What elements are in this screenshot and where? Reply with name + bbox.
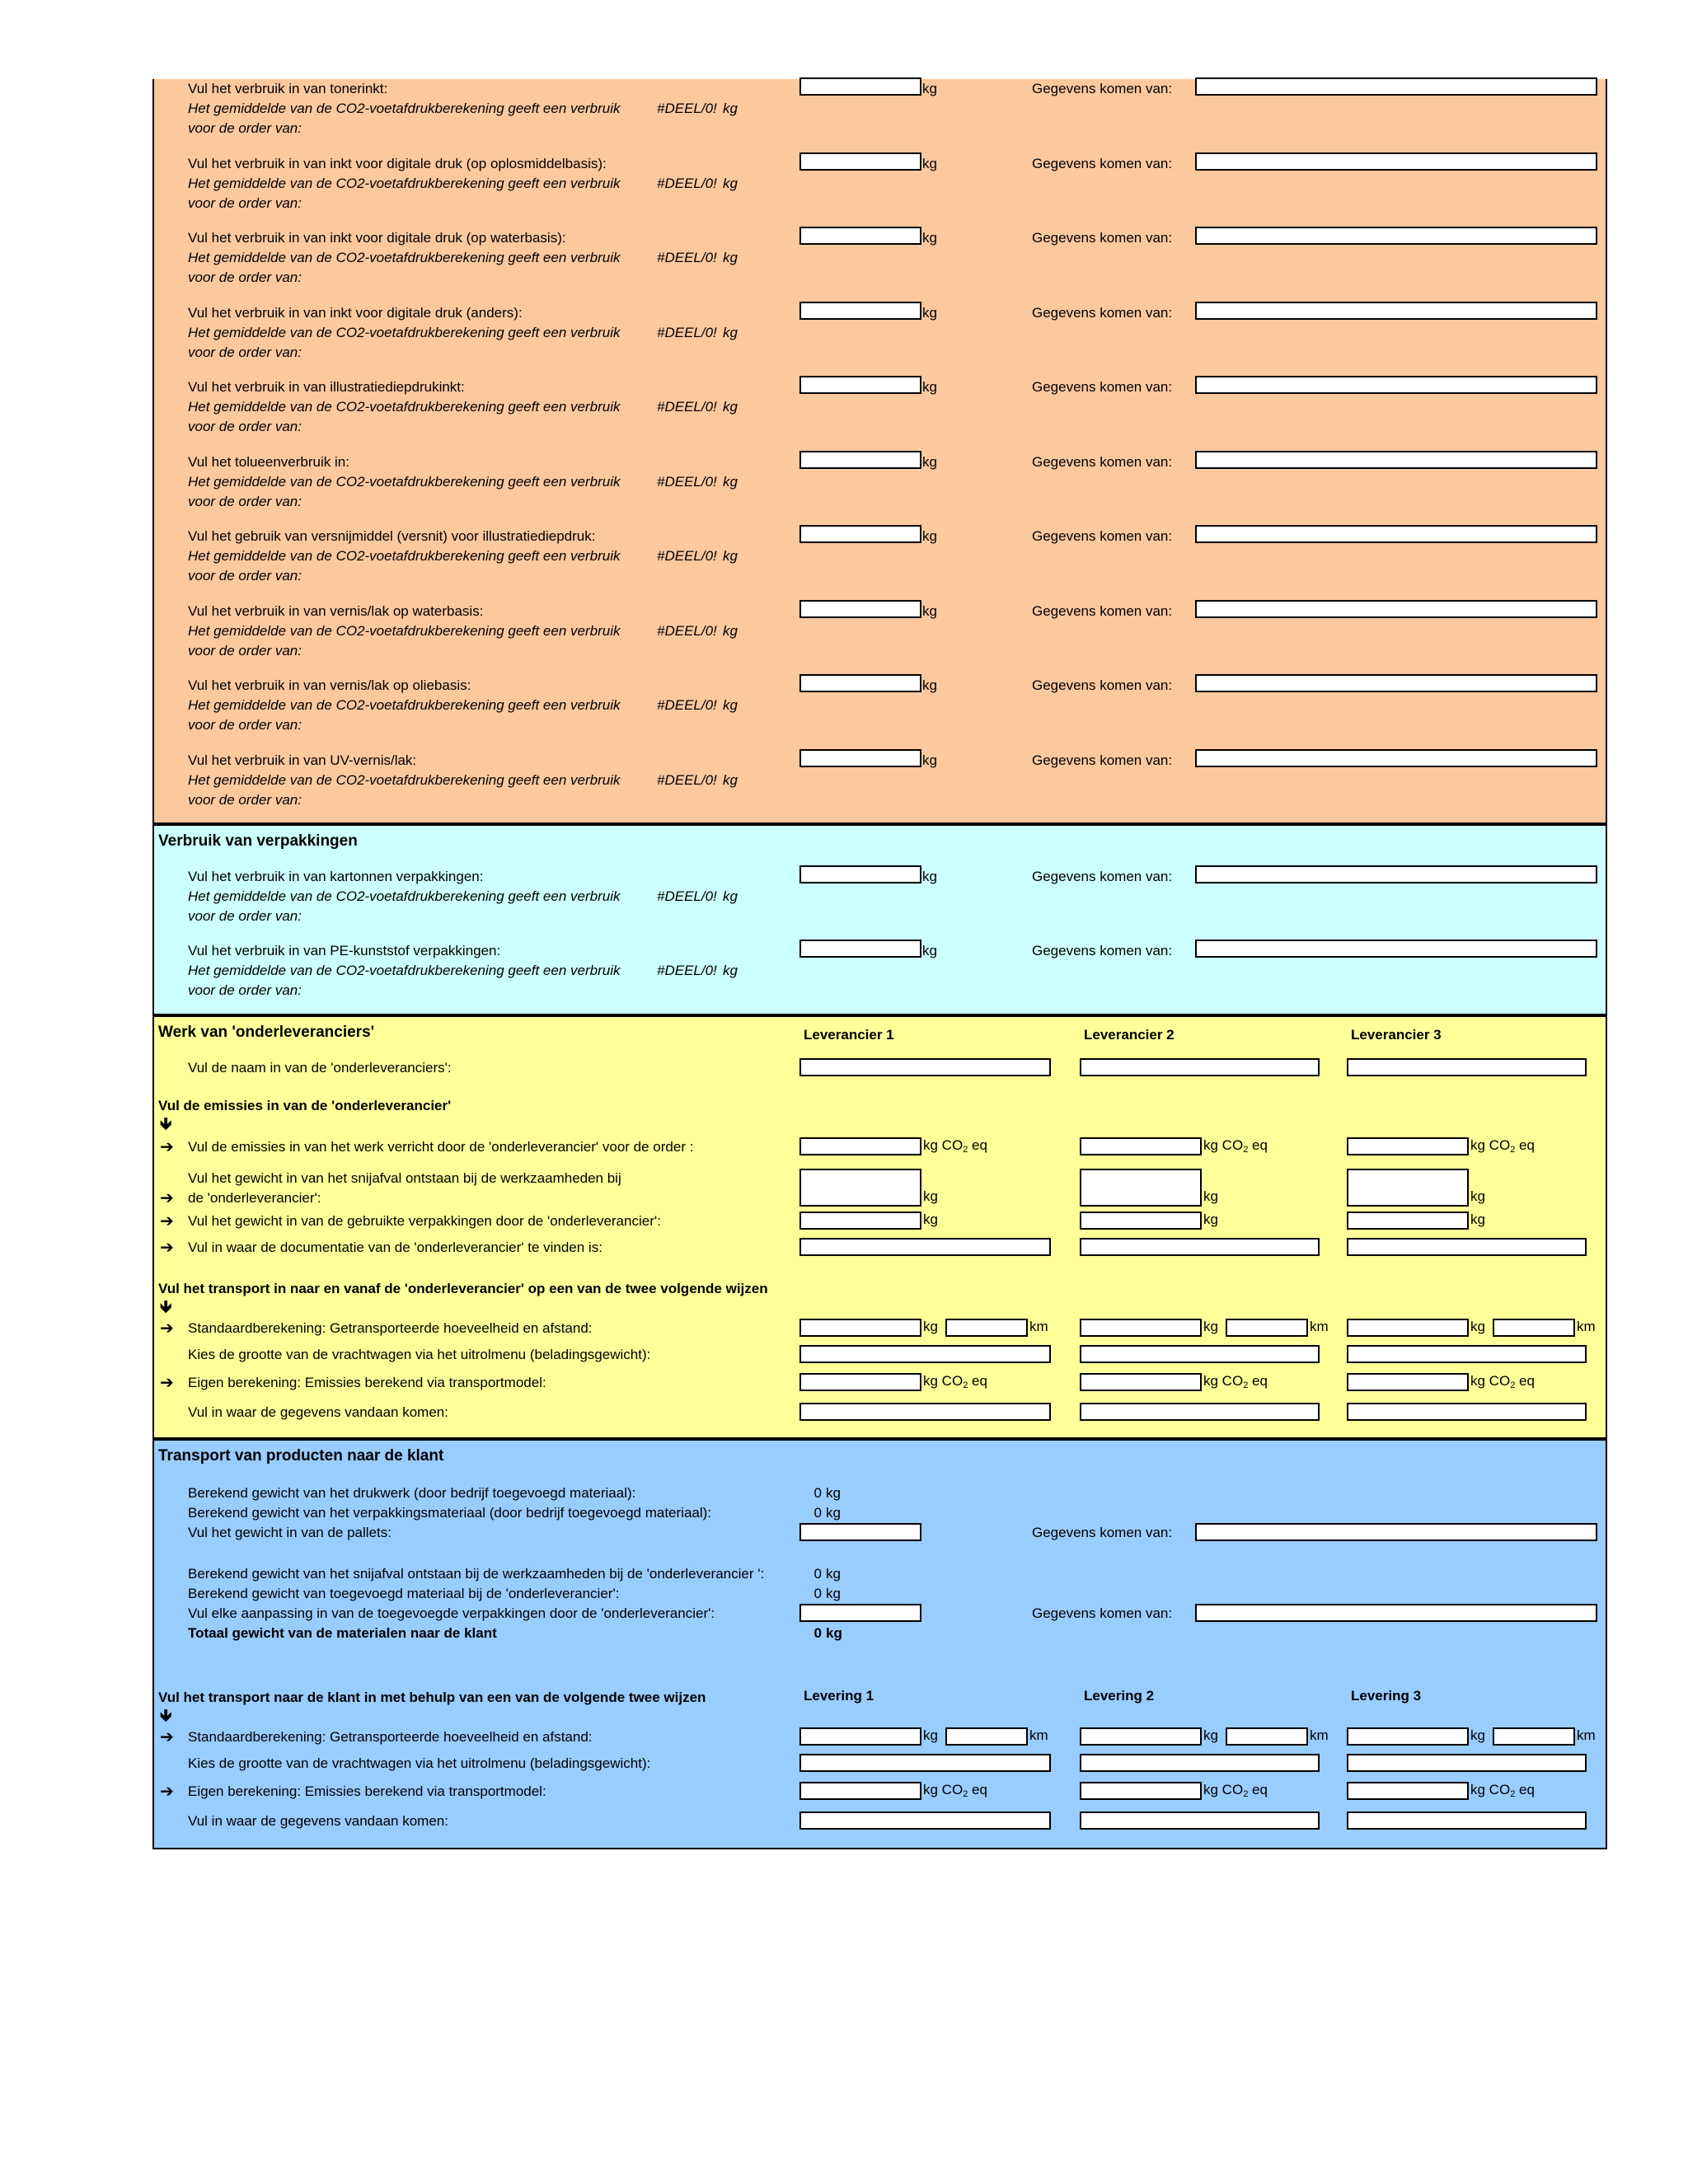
own-calc-label: Eigen berekening: Emissies berekend via transportmodel: <box>188 1375 546 1390</box>
subcontractor-own-2-co2-input[interactable] <box>1080 1373 1202 1391</box>
ink-source-input[interactable] <box>1195 302 1597 320</box>
documentation-label: Vul in waar de documentatie van de 'onderleverancier' te vinden is: <box>188 1240 603 1255</box>
unit-kg-co2-eq <box>1470 1137 1535 1155</box>
ink-item-label: Vul het verbruik in van vernis/lak op oliebasis: <box>188 677 471 693</box>
average-text: Het gemiddelde van de CO2-voetafdrukberekening geeft een verbruik <box>188 697 621 713</box>
calc-print-weight-value: 0 <box>814 1485 822 1501</box>
unit-kg: kg <box>1470 1727 1485 1743</box>
arrow-right-icon: ➔ <box>160 1189 174 1207</box>
name-label: Vul de naam in van de 'onderleveranciers': <box>188 1060 452 1076</box>
unit-km: km <box>1029 1319 1048 1334</box>
unit-co2-prefix: kg CO <box>1470 1137 1511 1153</box>
unit-co2-sub: 2 <box>963 1789 968 1799</box>
source-label: Gegevens komen van: <box>1032 677 1173 693</box>
average-text-line2: voor de order van: <box>188 642 302 658</box>
average-text: Het gemiddelde van de CO2-voetafdrukberekening geeft een verbruik <box>188 548 621 564</box>
subcontractor-transport-3-distance-input[interactable] <box>1493 1319 1575 1337</box>
delivery-1-source-input[interactable] <box>799 1811 1051 1830</box>
subcontractor-transport-2-distance-input[interactable] <box>1226 1319 1308 1337</box>
source-label: Gegevens komen van: <box>1032 528 1173 544</box>
adjust-source-input[interactable] <box>1195 1604 1597 1622</box>
emissions-title: Vul de emissies in van de 'onderleverancier' <box>158 1098 452 1113</box>
subcontractor-emissions-2-co2-input[interactable] <box>1080 1137 1202 1155</box>
calc-pack-weight-value: 0 <box>814 1505 822 1521</box>
unit-kg-co2-eq <box>1203 1373 1268 1390</box>
data-source-label: Vul in waar de gegevens vandaan komen: <box>188 1404 448 1420</box>
delivery-truck-label: Kies de grootte van de vrachtwagen via het uitrolmenu (beladingsgewicht): <box>188 1755 651 1771</box>
adjust-weight-input[interactable] <box>799 1604 921 1622</box>
subcontractor-emissions-1-co2-input[interactable] <box>799 1137 921 1155</box>
subcontractor-transport-1-amount-input[interactable] <box>799 1319 921 1337</box>
average-value: #DEEL/0! <box>657 888 717 904</box>
source-label: Gegevens komen van: <box>1032 453 1173 470</box>
subcontractor-packaging-3-kg-input[interactable] <box>1347 1212 1469 1230</box>
subcontractor-transport-2-amount-input[interactable] <box>1080 1319 1202 1337</box>
down-arrow-icon: 🡻 <box>160 1298 172 1316</box>
unit-co2-suffix: eq <box>968 1137 987 1153</box>
unit-kg: kg <box>922 304 937 321</box>
ink-source-input[interactable] <box>1195 525 1597 543</box>
ink-item-label: Vul het verbruik in van inkt voor digitale druk (op waterbasis): <box>188 230 566 246</box>
ink-source-input[interactable] <box>1195 77 1597 96</box>
subcontractor-2-doc-input[interactable] <box>1080 1238 1320 1256</box>
column-header-levering-2: Levering 2 <box>1084 1688 1155 1704</box>
average-value: #DEEL/0! <box>657 324 717 340</box>
source-label: Gegevens komen van: <box>1032 81 1173 96</box>
source-label: Gegevens komen van: <box>1032 1525 1173 1540</box>
column-header-levering-3: Levering 3 <box>1351 1688 1422 1704</box>
ink-consumption-input[interactable] <box>799 674 921 692</box>
unit-kg: kg <box>922 677 937 693</box>
subcontractor-1-name-input[interactable] <box>799 1058 1051 1076</box>
ink-item-label: Vul het verbruik in van UV-vernis/lak: <box>188 752 417 768</box>
unit-kg: kg <box>723 175 738 191</box>
down-arrow-icon: 🡻 <box>160 1707 172 1725</box>
average-text-line2: voor de order van: <box>188 419 302 434</box>
delivery-own-label: Eigen berekening: Emissies berekend via transportmodel: <box>188 1783 546 1799</box>
ink-consumption-input[interactable] <box>799 152 921 171</box>
ink-source-input[interactable] <box>1195 451 1597 469</box>
pallets-weight-input[interactable] <box>799 1523 921 1541</box>
subcontractor-own-3-co2-input[interactable] <box>1347 1373 1469 1391</box>
arrow-right-icon: ➔ <box>160 1728 174 1746</box>
average-value: #DEEL/0! <box>657 175 717 191</box>
unit-kg: kg <box>723 399 738 415</box>
unit-co2-prefix: kg CO <box>1470 1373 1511 1389</box>
unit-kg: kg <box>1203 1212 1218 1227</box>
unit-kg: kg <box>826 1505 841 1521</box>
ink-item-label: Vul het verbruik in van vernis/lak op waterbasis: <box>188 602 484 619</box>
unit-kg: kg <box>922 230 937 246</box>
ink-section <box>152 79 1607 824</box>
ink-consumption-input[interactable] <box>799 749 921 767</box>
source-label: Gegevens komen van: <box>1032 304 1173 321</box>
ink-source-input[interactable] <box>1195 227 1597 245</box>
column-header-leverancier-1: Leverancier 1 <box>804 1027 894 1043</box>
delivery-own-2-co2-input[interactable] <box>1080 1782 1202 1800</box>
average-value: #DEEL/0! <box>657 101 717 116</box>
ink-source-input[interactable] <box>1195 749 1597 767</box>
delivery-3-amount-input[interactable] <box>1347 1727 1469 1746</box>
ink-item-label: Vul het verbruik in van illustratiediepdrukinkt: <box>188 379 465 395</box>
unit-co2-sub: 2 <box>963 1145 968 1155</box>
delivery-own-3-co2-input[interactable] <box>1347 1782 1469 1800</box>
unit-kg: kg <box>826 1566 841 1582</box>
packaging-consumption-input[interactable] <box>799 940 921 958</box>
unit-kg: kg <box>923 1319 938 1334</box>
unit-kg: kg <box>1203 1188 1218 1204</box>
average-text: Het gemiddelde van de CO2-voetafdrukberekening geeft een verbruik <box>188 101 621 116</box>
ink-consumption-input[interactable] <box>799 451 921 469</box>
pallets-label: Vul het gewicht in van de pallets: <box>188 1525 392 1540</box>
source-label: Gegevens komen van: <box>1032 752 1173 768</box>
subcontractor-3-truck-select[interactable] <box>1347 1345 1587 1363</box>
unit-km: km <box>1029 1727 1048 1743</box>
source-label: Gegevens komen van: <box>1032 602 1173 619</box>
unit-kg: kg <box>922 379 937 395</box>
average-text: Het gemiddelde van de CO2-voetafdrukberekening geeft een verbruik <box>188 175 621 191</box>
unit-kg: kg <box>923 1188 938 1204</box>
column-header-leverancier-2: Leverancier 2 <box>1084 1027 1175 1043</box>
unit-co2-prefix: kg CO <box>1203 1137 1244 1153</box>
packaging-weight-label: Vul het gewicht in van de gebruikte verpakkingen door de 'onderleverancier': <box>188 1213 661 1229</box>
average-text-line2: voor de order van: <box>188 982 302 998</box>
packaging-title: Verbruik van verpakkingen <box>158 832 358 850</box>
delivery-source-label: Vul in waar de gegevens vandaan komen: <box>188 1813 448 1829</box>
unit-kg: kg <box>922 752 937 768</box>
unit-kg-co2-eq <box>923 1137 987 1155</box>
subcontractor-packaging-2-kg-input[interactable] <box>1080 1212 1202 1230</box>
average-value: #DEEL/0! <box>657 399 717 415</box>
packaging-section <box>152 824 1607 1015</box>
delivery-standard-label: Standaardberekening: Getransporteerde hoeveelheid en afstand: <box>188 1729 593 1745</box>
subcontractor-waste-3-kg-input[interactable] <box>1347 1169 1469 1207</box>
average-value: #DEEL/0! <box>657 963 717 978</box>
unit-co2-suffix: eq <box>968 1373 987 1389</box>
average-text-line2: voor de order van: <box>188 908 302 924</box>
transport-section-title: Transport van producten naar de klant <box>158 1447 444 1465</box>
packaging-source-input[interactable] <box>1195 865 1597 883</box>
unit-co2-sub: 2 <box>1510 1145 1516 1155</box>
delivery-1-amount-input[interactable] <box>799 1727 921 1746</box>
source-label: Gegevens komen van: <box>1032 1605 1173 1621</box>
unit-kg: kg <box>826 1625 842 1641</box>
unit-co2-suffix: eq <box>1515 1137 1535 1153</box>
source-label: Gegevens komen van: <box>1032 869 1173 884</box>
unit-kg: kg <box>723 697 738 713</box>
ink-consumption-input[interactable] <box>799 227 921 245</box>
average-text-line2: voor de order van: <box>188 791 302 808</box>
waste-label-line2: de 'onderleverancier': <box>188 1190 321 1206</box>
source-label: Gegevens komen van: <box>1032 379 1173 395</box>
delivery-2-amount-input[interactable] <box>1080 1727 1202 1746</box>
standard-calc-label: Standaardberekening: Getransporteerde hoeveelheid en afstand: <box>188 1320 593 1336</box>
unit-co2-sub: 2 <box>1510 1789 1516 1799</box>
unit-kg: kg <box>1203 1319 1218 1334</box>
packaging-item-label: Vul het verbruik in van kartonnen verpakkingen: <box>188 869 484 884</box>
unit-kg-co2-eq <box>923 1782 987 1799</box>
unit-kg: kg <box>923 1727 938 1743</box>
unit-co2-prefix: kg CO <box>1203 1782 1244 1797</box>
adjust-label: Vul elke aanpassing in van de toegevoegde verpakkingen door de 'onderleverancier': <box>188 1605 715 1621</box>
subcontractor-waste-1-kg-input[interactable] <box>799 1169 921 1207</box>
unit-kg-co2-eq <box>1203 1782 1268 1799</box>
unit-kg: kg <box>723 250 738 265</box>
subcontractors-section <box>152 1015 1607 1439</box>
ink-consumption-input[interactable] <box>799 600 921 618</box>
average-text-line2: voor de order van: <box>188 344 302 360</box>
packaging-consumption-input[interactable] <box>799 865 921 883</box>
column-header-levering-1: Levering 1 <box>804 1688 874 1704</box>
subcontractor-2-name-input[interactable] <box>1080 1058 1320 1076</box>
calc-print-weight-label: Berekend gewicht van het drukwerk (door bedrijf toegevoegd materiaal): <box>188 1485 636 1501</box>
unit-co2-suffix: eq <box>1248 1782 1268 1797</box>
arrow-right-icon: ➔ <box>160 1239 174 1257</box>
unit-kg: kg <box>723 101 738 116</box>
average-value: #DEEL/0! <box>657 622 717 639</box>
unit-co2-suffix: eq <box>1248 1137 1268 1153</box>
subcontractor-waste-2-kg-input[interactable] <box>1080 1169 1202 1207</box>
ink-source-input[interactable] <box>1195 152 1597 171</box>
transport-title: Vul het transport in naar en vanaf de 'onderleverancier' op een van de twee volgende wijzen <box>158 1281 768 1296</box>
unit-kg: kg <box>723 963 738 978</box>
delivery-own-1-co2-input[interactable] <box>799 1782 921 1800</box>
unit-co2-suffix: eq <box>1248 1373 1268 1389</box>
unit-kg: kg <box>922 869 937 884</box>
unit-co2-sub: 2 <box>963 1380 968 1390</box>
average-value: #DEEL/0! <box>657 697 717 713</box>
column-header-leverancier-3: Leverancier 3 <box>1351 1027 1442 1043</box>
subcontractor-transport-3-amount-input[interactable] <box>1347 1319 1469 1337</box>
unit-kg: kg <box>922 155 937 171</box>
truck-size-label: Kies de grootte van de vrachtwagen via het uitrolmenu (beladingsgewicht): <box>188 1347 651 1362</box>
delivery-2-source-input[interactable] <box>1080 1811 1320 1830</box>
unit-km: km <box>1577 1319 1596 1334</box>
subcontractor-1-doc-input[interactable] <box>799 1238 1051 1256</box>
subcontractors-title: Werk van 'onderleveranciers' <box>158 1024 375 1041</box>
average-text-line2: voor de order van: <box>188 568 302 583</box>
delivery-1-truck-select[interactable] <box>799 1754 1051 1772</box>
subcontractor-emissions-3-co2-input[interactable] <box>1347 1137 1469 1155</box>
unit-co2-prefix: kg CO <box>1203 1373 1244 1389</box>
form-page <box>152 79 1607 1849</box>
unit-kg: kg <box>723 473 738 490</box>
unit-kg: kg <box>723 324 738 340</box>
average-value: #DEEL/0! <box>657 771 717 788</box>
average-text: Het gemiddelde van de CO2-voetafdrukberekening geeft een verbruik <box>188 399 621 415</box>
average-text: Het gemiddelde van de CO2-voetafdrukberekening geeft een verbruik <box>188 963 621 978</box>
average-text-line2: voor de order van: <box>188 717 302 733</box>
emissions-label: Vul de emissies in van het werk verricht door de 'onderleverancier' voor de order : <box>188 1139 694 1155</box>
subcontractor-2-truck-select[interactable] <box>1080 1345 1320 1363</box>
unit-co2-prefix: kg CO <box>923 1137 964 1153</box>
delivery-2-distance-input[interactable] <box>1226 1727 1308 1746</box>
ink-consumption-input[interactable] <box>799 525 921 543</box>
total-weight-label: Totaal gewicht van de materialen naar de klant <box>188 1625 497 1641</box>
unit-co2-prefix: kg CO <box>923 1782 964 1797</box>
unit-kg: kg <box>1470 1319 1485 1334</box>
waste-label-line1: Vul het gewicht in van het snijafval ontstaan bij de werkzaamheden bij <box>188 1170 621 1186</box>
average-text-line2: voor de order van: <box>188 194 302 211</box>
average-text: Het gemiddelde van de CO2-voetafdrukberekening geeft een verbruik <box>188 622 621 639</box>
average-text-line2: voor de order van: <box>188 493 302 509</box>
unit-kg: kg <box>922 528 937 544</box>
calc-pack-weight-label: Berekend gewicht van het verpakkingsmateriaal (door bedrijf toegevoegd materiaal): <box>188 1505 712 1521</box>
unit-kg: kg <box>723 888 738 904</box>
unit-kg: kg <box>826 1485 841 1501</box>
average-text-line2: voor de order van: <box>188 269 302 285</box>
subcontractor-transport-1-distance-input[interactable] <box>945 1319 1028 1337</box>
ink-consumption-input[interactable] <box>799 376 921 394</box>
packaging-source-input[interactable] <box>1195 940 1597 958</box>
calc-added-weight-value: 0 <box>814 1586 822 1601</box>
calc-waste-weight-value: 0 <box>814 1566 822 1582</box>
delivery-3-truck-select[interactable] <box>1347 1754 1587 1772</box>
delivery-1-distance-input[interactable] <box>945 1727 1028 1746</box>
average-text: Het gemiddelde van de CO2-voetafdrukberekening geeft een verbruik <box>188 888 621 904</box>
delivery-3-distance-input[interactable] <box>1493 1727 1575 1746</box>
calc-waste-weight-label: Berekend gewicht van het snijafval ontstaan bij de werkzaamheden bij de 'onderleverancier ': <box>188 1566 765 1582</box>
subcontractor-own-1-co2-input[interactable] <box>799 1373 921 1391</box>
subcontractor-3-name-input[interactable] <box>1347 1058 1587 1076</box>
delivery-2-truck-select[interactable] <box>1080 1754 1320 1772</box>
unit-km: km <box>1310 1319 1329 1334</box>
ink-item-label: Vul het verbruik in van tonerinkt: <box>188 81 388 96</box>
arrow-right-icon: ➔ <box>160 1374 174 1392</box>
unit-kg: kg <box>922 81 937 96</box>
ink-item-label: Vul het tolueenverbruik in: <box>188 453 349 470</box>
average-text: Het gemiddelde van de CO2-voetafdrukberekening geeft een verbruik <box>188 324 621 340</box>
delivery-3-source-input[interactable] <box>1347 1811 1587 1830</box>
unit-co2-sub: 2 <box>1510 1380 1516 1390</box>
ink-source-input[interactable] <box>1195 376 1597 394</box>
unit-co2-sub: 2 <box>1243 1380 1249 1390</box>
unit-kg: kg <box>1470 1188 1485 1204</box>
average-text: Het gemiddelde van de CO2-voetafdrukberekening geeft een verbruik <box>188 771 621 788</box>
unit-kg-co2-eq <box>923 1373 987 1390</box>
average-text-line2: voor de order van: <box>188 120 302 136</box>
ink-item-label: Vul het gebruik van versnijmiddel (versnit) voor illustratiediepdruk: <box>188 528 596 544</box>
unit-kg: kg <box>922 453 937 470</box>
unit-kg: kg <box>923 1212 938 1227</box>
unit-kg: kg <box>922 602 937 619</box>
packaging-item-label: Vul het verbruik in van PE-kunststof verpakkingen: <box>188 943 501 958</box>
subcontractor-2-source-input[interactable] <box>1080 1403 1320 1421</box>
unit-kg-co2-eq <box>1470 1782 1535 1799</box>
pallets-source-input[interactable] <box>1195 1523 1597 1541</box>
subcontractor-packaging-1-kg-input[interactable] <box>799 1212 921 1230</box>
unit-kg: kg <box>826 1586 841 1601</box>
unit-co2-sub: 2 <box>1243 1145 1249 1155</box>
subcontractor-1-truck-select[interactable] <box>799 1345 1051 1363</box>
unit-km: km <box>1577 1727 1596 1743</box>
unit-co2-suffix: eq <box>1515 1373 1535 1389</box>
unit-kg: kg <box>1470 1212 1485 1227</box>
unit-co2-prefix: kg CO <box>1470 1782 1511 1797</box>
ink-item-label: Vul het verbruik in van inkt voor digitale druk (anders): <box>188 304 523 321</box>
ink-consumption-input[interactable] <box>799 77 921 96</box>
average-value: #DEEL/0! <box>657 548 717 564</box>
average-value: #DEEL/0! <box>657 473 717 490</box>
arrow-right-icon: ➔ <box>160 1319 174 1338</box>
ink-source-input[interactable] <box>1195 600 1597 618</box>
subcontractor-3-doc-input[interactable] <box>1347 1238 1587 1256</box>
unit-co2-suffix: eq <box>1515 1782 1535 1797</box>
unit-co2-prefix: kg CO <box>923 1373 964 1389</box>
calc-added-weight-label: Berekend gewicht van toegevoegd materiaal bij de 'onderleverancier': <box>188 1586 620 1601</box>
unit-kg-co2-eq <box>1470 1373 1535 1390</box>
unit-kg: kg <box>723 548 738 564</box>
subcontractor-1-source-input[interactable] <box>799 1403 1051 1421</box>
average-value: #DEEL/0! <box>657 250 717 265</box>
ink-consumption-input[interactable] <box>799 302 921 320</box>
average-text: Het gemiddelde van de CO2-voetafdrukberekening geeft een verbruik <box>188 473 621 490</box>
unit-kg: kg <box>922 943 937 958</box>
source-label: Gegevens komen van: <box>1032 155 1173 171</box>
subcontractor-3-source-input[interactable] <box>1347 1403 1587 1421</box>
down-arrow-icon: 🡻 <box>160 1115 172 1133</box>
arrow-right-icon: ➔ <box>160 1138 174 1156</box>
unit-kg: kg <box>1203 1727 1218 1743</box>
ink-item-label: Vul het verbruik in van inkt voor digitale druk (op oplosmiddelbasis): <box>188 155 607 171</box>
average-text: Het gemiddelde van de CO2-voetafdrukberekening geeft een verbruik <box>188 250 621 265</box>
arrow-right-icon: ➔ <box>160 1212 174 1230</box>
delivery-title: Vul het transport naar de klant in met behulp van een van de volgende twee wijzen <box>158 1690 706 1705</box>
unit-km: km <box>1310 1727 1329 1743</box>
ink-source-input[interactable] <box>1195 674 1597 692</box>
transport-section <box>152 1439 1607 1849</box>
unit-kg: kg <box>723 622 738 639</box>
unit-co2-sub: 2 <box>1243 1789 1249 1799</box>
unit-kg-co2-eq <box>1203 1137 1268 1155</box>
arrow-right-icon: ➔ <box>160 1783 174 1801</box>
unit-kg: kg <box>723 771 738 788</box>
unit-co2-suffix: eq <box>968 1782 987 1797</box>
source-label: Gegevens komen van: <box>1032 943 1173 958</box>
source-label: Gegevens komen van: <box>1032 230 1173 246</box>
total-weight-value: 0 <box>814 1625 822 1641</box>
